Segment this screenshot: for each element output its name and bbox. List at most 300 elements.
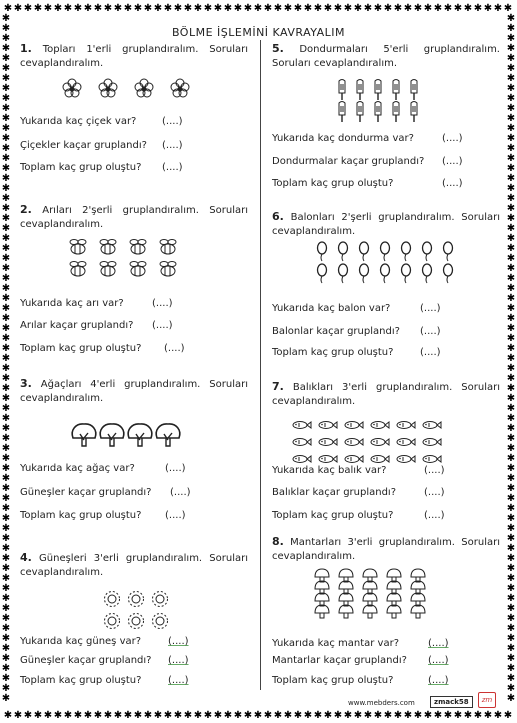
border-star: ✱ [1,523,11,534]
mushroom-icon [363,593,377,606]
answer-blank[interactable]: (....) [168,636,189,647]
border-star: ✱ [1,403,11,414]
border-star: ✱ [13,3,23,14]
question-line: Toplam kaç grup oluştu? [272,675,394,686]
border-star: ✱ [163,3,173,14]
border-star: ✱ [506,213,516,224]
border-star: ✱ [43,3,53,14]
border-star: ✱ [1,323,11,334]
border-star: ✱ [506,653,516,664]
border-star: ✱ [323,3,333,14]
border-star: ✱ [1,63,11,74]
page-title: BÖLME İŞLEMİNİ KAVRAYALIM [171,26,346,39]
border-star: ✱ [123,3,133,14]
border-star: ✱ [1,33,11,44]
border-star: ✱ [143,3,153,14]
border-star: ✱ [1,553,11,564]
border-star: ✱ [183,3,193,14]
border-star: ✱ [143,710,153,721]
answer-blank[interactable]: (....) [420,303,441,314]
border-star: ✱ [13,710,23,721]
border-star: ✱ [506,33,516,44]
border-star: ✱ [1,663,11,674]
border-star: ✱ [33,3,43,14]
border-star: ✱ [1,143,11,154]
border-star: ✱ [223,710,233,721]
border-star: ✱ [1,313,11,324]
border-star: ✱ [1,163,11,174]
border-star: ✱ [1,443,11,454]
border-star: ✱ [273,3,283,14]
border-star: ✱ [506,583,516,594]
border-star: ✱ [506,253,516,264]
border-star: ✱ [1,113,11,124]
border-star: ✱ [1,413,11,424]
question-number: 3. [20,377,32,390]
border-star: ✱ [173,3,183,14]
border-star: ✱ [363,3,373,14]
border-star: ✱ [506,313,516,324]
border-star: ✱ [3,3,13,14]
border-star: ✱ [1,263,11,274]
border-star: ✱ [363,710,373,721]
border-star: ✱ [393,710,403,721]
border-star: ✱ [506,503,516,514]
border-star: ✱ [1,203,11,214]
border-star: ✱ [233,3,243,14]
border-star: ✱ [1,243,11,254]
border-star: ✱ [453,710,463,721]
mushroom-icon [315,569,329,582]
border-star: ✱ [1,133,11,144]
border-star: ✱ [506,533,516,544]
question-line: Toplam kaç grup oluştu? [272,510,394,521]
border-star: ✱ [506,343,516,354]
border-star: ✱ [253,710,263,721]
border-star: ✱ [473,3,483,14]
border-star: ✱ [1,343,11,354]
mushroom-icon [339,569,353,582]
border-star: ✱ [506,293,516,304]
border-star: ✱ [506,463,516,474]
border-star: ✱ [506,233,516,244]
border-star: ✱ [506,143,516,154]
border-star: ✱ [83,3,93,14]
border-star: ✱ [506,93,516,104]
border-star: ✱ [53,710,63,721]
border-star: ✱ [1,273,11,284]
mushroom-icon [363,605,377,618]
border-star: ✱ [253,3,263,14]
mushroom-icon [411,581,425,594]
border-star: ✱ [506,163,516,174]
border-star: ✱ [403,710,413,721]
border-star: ✱ [506,153,516,164]
border-star: ✱ [506,173,516,184]
border-star: ✱ [506,623,516,634]
border-star: ✱ [1,353,11,364]
border-star: ✱ [23,3,33,14]
border-star: ✱ [1,303,11,314]
answer-blank[interactable]: (....) [442,178,463,189]
answer-blank[interactable]: (....) [162,116,183,127]
border-star: ✱ [1,613,11,624]
border-star: ✱ [1,363,11,374]
answer-blank[interactable]: (....) [170,487,191,498]
question-number: 1. [20,42,32,55]
border-star: ✱ [1,253,11,264]
border-star: ✱ [153,3,163,14]
border-star: ✱ [506,353,516,364]
border-star: ✱ [1,213,11,224]
border-star: ✱ [113,3,123,14]
border-star: ✱ [413,3,423,14]
answer-blank[interactable]: (....) [428,675,449,686]
border-star: ✱ [193,710,203,721]
border-star: ✱ [423,3,433,14]
border-star: ✱ [343,3,353,14]
border-star: ✱ [506,83,516,94]
question-line: Yukarıda kaç arı var? [20,298,124,309]
mushroom-icon [411,569,425,582]
border-star: ✱ [1,533,11,544]
border-star: ✱ [1,83,11,94]
question-line: Yukarıda kaç balık var? [272,465,387,476]
answer-blank[interactable]: (....) [424,465,445,476]
answer-blank[interactable]: (....) [424,487,445,498]
mushroom-icon [339,593,353,606]
border-star: ✱ [506,453,516,464]
border-star: ✱ [73,710,83,721]
border-star: ✱ [63,3,73,14]
border-star: ✱ [223,3,233,14]
border-star: ✱ [373,3,383,14]
question-line: Dondurmalar kaçar gruplandı? [272,156,425,167]
question-line: Arılar kaçar gruplandı? [20,320,134,331]
question-number: 4. [20,551,32,564]
border-star: ✱ [1,233,11,244]
border-star: ✱ [506,633,516,644]
border-star: ✱ [506,373,516,384]
border-star: ✱ [313,3,323,14]
answer-blank[interactable]: (....) [168,655,189,666]
border-star: ✱ [423,710,433,721]
question-line: Mantarlar kaçar gruplandı? [272,655,407,666]
border-star: ✱ [506,53,516,64]
answer-blank[interactable]: (....) [152,298,173,309]
border-star: ✱ [506,543,516,554]
border-star: ✱ [506,23,516,34]
border-star: ✱ [506,613,516,624]
mushroom-icon [363,569,377,582]
border-star: ✱ [1,583,11,594]
border-star: ✱ [506,333,516,344]
border-star: ✱ [193,3,203,14]
border-star: ✱ [203,710,213,721]
border-star: ✱ [133,3,143,14]
border-star: ✱ [1,183,11,194]
answer-blank[interactable]: (....) [420,347,441,358]
border-star: ✱ [1,223,11,234]
border-star: ✱ [506,393,516,404]
border-star: ✱ [506,593,516,604]
border-star: ✱ [506,303,516,314]
border-star: ✱ [506,433,516,444]
border-star: ✱ [503,710,513,721]
border-star: ✱ [1,123,11,134]
border-star: ✱ [506,263,516,274]
border-star: ✱ [303,710,313,721]
border-star: ✱ [1,13,11,24]
footer-badge: zmack58 [430,696,473,708]
question-line: Yukarıda kaç mantar var? [272,638,400,649]
mushroom-icon [411,605,425,618]
border-star: ✱ [503,3,513,14]
border-star: ✱ [213,3,223,14]
border-star: ✱ [506,323,516,334]
border-star: ✱ [263,3,273,14]
border-star: ✱ [333,710,343,721]
border-star: ✱ [3,710,13,721]
border-star: ✱ [483,3,493,14]
question-line: Toplam kaç grup oluştu? [20,162,142,173]
border-star: ✱ [83,710,93,721]
border-star: ✱ [1,483,11,494]
border-star: ✱ [506,363,516,374]
answer-blank[interactable]: (....) [428,655,449,666]
question-line: Yukarıda kaç dondurma var? [272,133,414,144]
border-star: ✱ [103,3,113,14]
border-star: ✱ [506,483,516,494]
border-star: ✱ [183,710,193,721]
answer-blank[interactable]: (....) [152,320,173,331]
border-star: ✱ [506,223,516,234]
question-line: Yukarıda kaç çiçek var? [20,116,137,127]
border-star: ✱ [1,673,11,684]
border-star: ✱ [373,710,383,721]
border-star: ✱ [1,573,11,584]
question-number: 7. [272,380,284,393]
question-line: Toplam kaç grup oluştu? [272,178,394,189]
border-star: ✱ [493,710,503,721]
border-star: ✱ [23,710,33,721]
border-star: ✱ [123,710,133,721]
mushroom-icon [387,605,401,618]
border-star: ✱ [506,123,516,134]
answer-blank[interactable]: (....) [428,638,449,649]
question-number: 5. [272,42,284,55]
mushroom-icon [339,581,353,594]
question-instruction: Arıları 2'şerli gruplandıralım. Soruları cevaplandıralım. [20,205,248,230]
mushroom-icon [411,593,425,606]
answer-blank[interactable]: (....) [162,162,183,173]
question-number: 2. [20,203,32,216]
border-star: ✱ [1,623,11,634]
border-star: ✱ [1,53,11,64]
border-star: ✱ [1,493,11,504]
border-star: ✱ [323,710,333,721]
question-instruction: Topları 1'erli gruplandıralım. Soruları cevaplandıralım. [20,44,248,69]
border-star: ✱ [506,693,516,704]
mushroom-icon [387,569,401,582]
border-star: ✱ [506,133,516,144]
border-star: ✱ [413,710,423,721]
border-star: ✱ [506,283,516,294]
border-star: ✱ [173,710,183,721]
border-star: ✱ [133,710,143,721]
border-star: ✱ [506,643,516,654]
answer-blank[interactable]: (....) [164,343,185,354]
border-star: ✱ [506,683,516,694]
border-star: ✱ [473,710,483,721]
question-line: Toplam kaç grup oluştu? [20,510,142,521]
border-star: ✱ [343,710,353,721]
border-star: ✱ [403,3,413,14]
answer-blank[interactable]: (....) [168,675,189,686]
border-star: ✱ [506,553,516,564]
border-star: ✱ [1,93,11,104]
answer-blank[interactable]: (....) [165,510,186,521]
border-star: ✱ [153,710,163,721]
question-line: Balonlar kaçar gruplandı? [272,326,400,337]
border-star: ✱ [506,193,516,204]
question-number: 6. [272,210,284,223]
answer-blank[interactable]: (....) [424,510,445,521]
question-line: Toplam kaç grup oluştu? [20,343,142,354]
border-star: ✱ [283,3,293,14]
border-star: ✱ [163,710,173,721]
border-star: ✱ [1,43,11,54]
answer-blank[interactable]: (....) [165,463,186,474]
border-star: ✱ [506,493,516,504]
border-star: ✱ [333,3,343,14]
border-star: ✱ [1,73,11,84]
mushroom-icon [363,581,377,594]
border-star: ✱ [506,13,516,24]
border-star: ✱ [53,3,63,14]
footer-logo: zm [478,692,496,708]
border-star: ✱ [213,710,223,721]
mushroom-icon [387,593,401,606]
border-star: ✱ [233,710,243,721]
border-star: ✱ [506,413,516,424]
border-star: ✱ [506,443,516,454]
border-star: ✱ [1,103,11,114]
mushroom-icon [339,605,353,618]
border-star: ✱ [1,463,11,474]
question-line: Yukarıda kaç güneş var? [20,636,142,647]
answer-blank[interactable]: (....) [442,156,463,167]
question-instruction: Güneşleri 3'erli gruplandıralım. Soruları cevaplandıralım. [20,553,248,578]
border-star: ✱ [506,273,516,284]
border-star: ✱ [1,653,11,664]
border-star: ✱ [506,603,516,614]
question-instruction: Balonları 2'şerli gruplandıralım. Soruları cevaplandıralım. [272,212,500,237]
question-line: Balıklar kaçar gruplandı? [272,487,397,498]
mushroom-icon [315,593,329,606]
border-star: ✱ [313,710,323,721]
border-star: ✱ [293,710,303,721]
border-star: ✱ [1,373,11,384]
question-instruction: Dondurmaları 5'erli gruplandıralım. Soruları cevaplandıralım. [272,44,500,69]
border-star: ✱ [113,710,123,721]
border-star: ✱ [463,3,473,14]
answer-blank[interactable]: (....) [420,326,441,337]
border-star: ✱ [506,113,516,124]
question-line: Toplam kaç grup oluştu? [272,347,394,358]
border-star: ✱ [1,643,11,654]
border-star: ✱ [433,710,443,721]
question-line: Toplam kaç grup oluştu? [20,675,142,686]
border-star: ✱ [1,333,11,344]
border-star: ✱ [506,473,516,484]
border-star: ✱ [506,403,516,414]
border-star: ✱ [433,3,443,14]
border-star: ✱ [43,710,53,721]
border-star: ✱ [353,3,363,14]
question-line: Yukarıda kaç ağaç var? [20,463,135,474]
border-star: ✱ [1,473,11,484]
border-star: ✱ [483,710,493,721]
border-star: ✱ [506,563,516,574]
border-star: ✱ [303,3,313,14]
border-star: ✱ [383,3,393,14]
question-instruction: Ağaçları 4'erli gruplandıralım. Soruları cevaplandıralım. [20,379,248,404]
question-line: Güneşler kaçar gruplandı? [20,655,152,666]
mushroom-icon [315,605,329,618]
border-star: ✱ [1,543,11,554]
border-star: ✱ [506,673,516,684]
border-star: ✱ [506,243,516,254]
border-star: ✱ [1,393,11,404]
border-star: ✱ [353,710,363,721]
border-star: ✱ [1,153,11,164]
border-star: ✱ [93,3,103,14]
question-line: Güneşler kaçar gruplandı? [20,487,152,498]
border-star: ✱ [506,383,516,394]
border-star: ✱ [263,710,273,721]
border-star: ✱ [33,710,43,721]
border-star: ✱ [453,3,463,14]
answer-blank[interactable]: (....) [442,133,463,144]
border-star: ✱ [393,3,403,14]
border-star: ✱ [293,3,303,14]
border-star: ✱ [1,173,11,184]
border-star: ✱ [463,710,473,721]
border-star: ✱ [1,293,11,304]
border-star: ✱ [243,3,253,14]
border-star: ✱ [383,710,393,721]
border-star: ✱ [506,423,516,434]
border-star: ✱ [506,513,516,524]
question-line: Çiçekler kaçar gruplandı? [20,140,147,151]
question-instruction: Mantarları 3'erli gruplandıralım. Soruları cevaplandıralım. [272,537,500,562]
border-star: ✱ [506,63,516,74]
answer-blank[interactable]: (....) [162,140,183,151]
border-star: ✱ [243,710,253,721]
border-star: ✱ [443,710,453,721]
border-star: ✱ [506,183,516,194]
border-star: ✱ [1,513,11,524]
border-star: ✱ [1,683,11,694]
border-star: ✱ [1,693,11,704]
border-star: ✱ [506,103,516,114]
border-star: ✱ [1,423,11,434]
border-star: ✱ [1,23,11,34]
border-star: ✱ [506,203,516,214]
border-star: ✱ [1,283,11,294]
border-star: ✱ [1,633,11,644]
